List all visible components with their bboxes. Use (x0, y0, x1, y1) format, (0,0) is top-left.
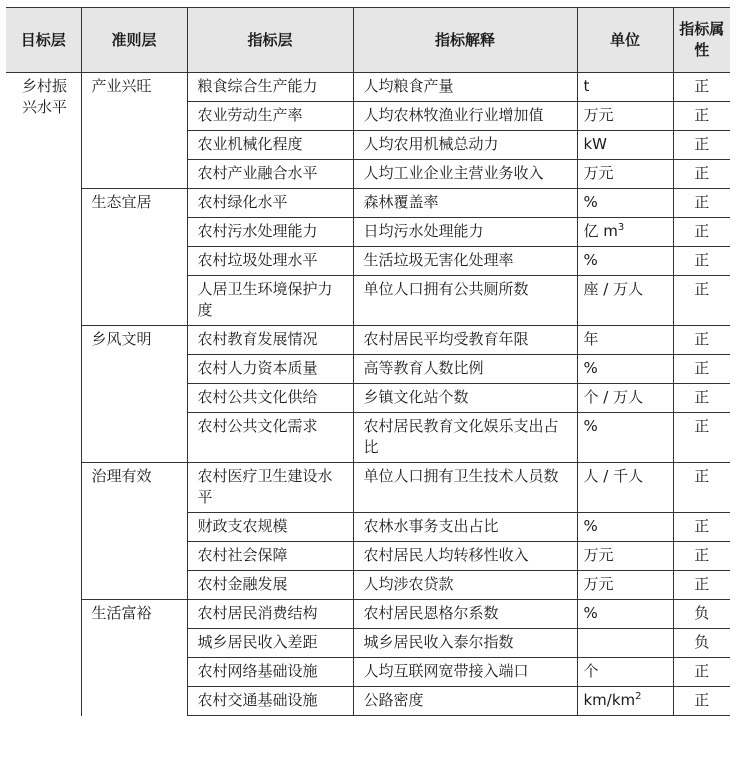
unit-cell (577, 326, 673, 355)
header-row (6, 8, 730, 73)
indicator-cell: 农村网络基础设施 (187, 658, 353, 687)
table-row (6, 189, 730, 218)
unit-text: % (583, 517, 598, 535)
unit-cell (577, 276, 673, 326)
explanation-cell: 单位人口拥有公共厕所数 (353, 276, 577, 326)
attribute-cell: 正 (673, 355, 730, 384)
indicator-cell: 农村社会保障 (187, 542, 353, 571)
table-row (6, 600, 730, 629)
attribute-cell: 正 (673, 247, 730, 276)
unit-cell (577, 218, 673, 247)
unit-text: % (583, 251, 598, 269)
unit-cell (577, 629, 673, 658)
attribute-cell: 正 (673, 513, 730, 542)
header-target-layer: 目标层 (6, 8, 81, 73)
attribute-cell: 正 (673, 463, 730, 513)
attribute-cell: 正 (673, 218, 730, 247)
unit-text: 万元 (583, 575, 614, 593)
unit-text: % (583, 604, 598, 622)
attribute-cell: 正 (673, 102, 730, 131)
indicator-cell: 农村金融发展 (187, 571, 353, 600)
explanation-cell: 高等教育人数比例 (353, 355, 577, 384)
table-row (6, 463, 730, 513)
unit-text: % (583, 193, 598, 211)
indicator-cell: 农村公共文化需求 (187, 413, 353, 463)
unit-text: t (583, 77, 590, 95)
attribute-cell: 正 (673, 571, 730, 600)
unit-text: kW (583, 135, 608, 153)
attribute-cell: 正 (673, 131, 730, 160)
unit-cell (577, 658, 673, 687)
unit-text: km/km (583, 691, 636, 709)
explanation-cell: 公路密度 (353, 687, 577, 716)
indicator-cell: 城乡居民收入差距 (187, 629, 353, 658)
attribute-cell: 正 (673, 413, 730, 463)
criterion-cell: 生态宜居 (81, 189, 187, 326)
explanation-cell: 人均互联网宽带接入端口 (353, 658, 577, 687)
unit-text: 个 (583, 662, 599, 680)
criterion-cell: 生活富裕 (81, 600, 187, 716)
table-row (6, 73, 730, 102)
criterion-cell: 乡风文明 (81, 326, 187, 463)
explanation-cell: 人均农林牧渔业行业增加值 (353, 102, 577, 131)
explanation-cell: 日均污水处理能力 (353, 218, 577, 247)
unit-cell (577, 189, 673, 218)
attribute-cell: 正 (673, 687, 730, 716)
unit-text: % (583, 417, 598, 435)
unit-cell (577, 687, 673, 716)
explanation-cell: 生活垃圾无害化处理率 (353, 247, 577, 276)
unit-text: 万元 (583, 546, 614, 564)
unit-cell (577, 102, 673, 131)
header-indicator-explanation: 指标解释 (353, 8, 577, 73)
attribute-cell: 正 (673, 542, 730, 571)
indicator-cell: 农村交通基础设施 (187, 687, 353, 716)
criterion-cell: 产业兴旺 (81, 73, 187, 189)
unit-cell (577, 542, 673, 571)
unit-cell (577, 160, 673, 189)
table-body (6, 73, 730, 716)
attribute-cell: 正 (673, 73, 730, 102)
target-layer-cell: 乡村振兴水平 (6, 73, 81, 716)
indicator-cell: 人居卫生环境保护力度 (187, 276, 353, 326)
explanation-cell: 人均农用机械总动力 (353, 131, 577, 160)
indicator-cell: 财政支农规模 (187, 513, 353, 542)
indicator-cell: 农村产业融合水平 (187, 160, 353, 189)
indicator-cell: 农村医疗卫生建设水平 (187, 463, 353, 513)
table-row (6, 326, 730, 355)
attribute-cell: 正 (673, 276, 730, 326)
unit-text: % (583, 359, 598, 377)
explanation-cell: 人均涉农贷款 (353, 571, 577, 600)
attribute-cell: 正 (673, 160, 730, 189)
explanation-cell: 农村居民教育文化娱乐支出占比 (353, 413, 577, 463)
indicator-cell: 农村绿化水平 (187, 189, 353, 218)
unit-cell (577, 513, 673, 542)
unit-text: 亿 m (583, 222, 618, 240)
explanation-cell: 农林水事务支出占比 (353, 513, 577, 542)
criterion-cell: 治理有效 (81, 463, 187, 600)
attribute-cell: 正 (673, 189, 730, 218)
header-indicator-layer: 指标层 (187, 8, 353, 73)
unit-cell (577, 384, 673, 413)
unit-text: 万元 (583, 106, 614, 124)
unit-cell (577, 571, 673, 600)
indicator-cell: 农村垃圾处理水平 (187, 247, 353, 276)
unit-cell (577, 355, 673, 384)
unit-text: 年 (583, 330, 599, 348)
explanation-cell: 人均粮食产量 (353, 73, 577, 102)
unit-cell (577, 413, 673, 463)
attribute-cell: 负 (673, 600, 730, 629)
indicator-cell: 农业机械化程度 (187, 131, 353, 160)
explanation-cell: 农村居民人均转移性收入 (353, 542, 577, 571)
header-indicator-attribute: 指标属性 (673, 8, 730, 73)
unit-cell (577, 131, 673, 160)
explanation-cell: 城乡居民收入泰尔指数 (353, 629, 577, 658)
attribute-cell: 正 (673, 658, 730, 687)
attribute-cell: 负 (673, 629, 730, 658)
indicator-cell: 农村污水处理能力 (187, 218, 353, 247)
indicator-cell: 粮食综合生产能力 (187, 73, 353, 102)
attribute-cell: 正 (673, 384, 730, 413)
unit-superscript: 3 (617, 222, 625, 233)
explanation-cell: 农村居民恩格尔系数 (353, 600, 577, 629)
explanation-cell: 乡镇文化站个数 (353, 384, 577, 413)
indicator-cell: 农村公共文化供给 (187, 384, 353, 413)
explanation-cell: 森林覆盖率 (353, 189, 577, 218)
unit-text: 座 / 万人 (583, 280, 644, 298)
indicator-cell: 农村人力资本质量 (187, 355, 353, 384)
unit-text: 人 / 千人 (583, 467, 644, 485)
explanation-cell: 农村居民平均受教育年限 (353, 326, 577, 355)
unit-cell (577, 463, 673, 513)
indicator-cell: 农业劳动生产率 (187, 102, 353, 131)
indicator-table (6, 7, 730, 716)
unit-superscript: 2 (635, 691, 642, 702)
unit-text: 万元 (583, 164, 614, 182)
explanation-cell: 单位人口拥有卫生技术人员数 (353, 463, 577, 513)
attribute-cell: 正 (673, 326, 730, 355)
header-unit: 单位 (577, 8, 673, 73)
unit-text: 个 / 万人 (583, 388, 644, 406)
indicator-cell: 农村教育发展情况 (187, 326, 353, 355)
unit-cell (577, 600, 673, 629)
header-criterion-layer: 准则层 (81, 8, 187, 73)
indicator-cell: 农村居民消费结构 (187, 600, 353, 629)
explanation-cell: 人均工业企业主营业务收入 (353, 160, 577, 189)
unit-cell (577, 73, 673, 102)
unit-cell (577, 247, 673, 276)
